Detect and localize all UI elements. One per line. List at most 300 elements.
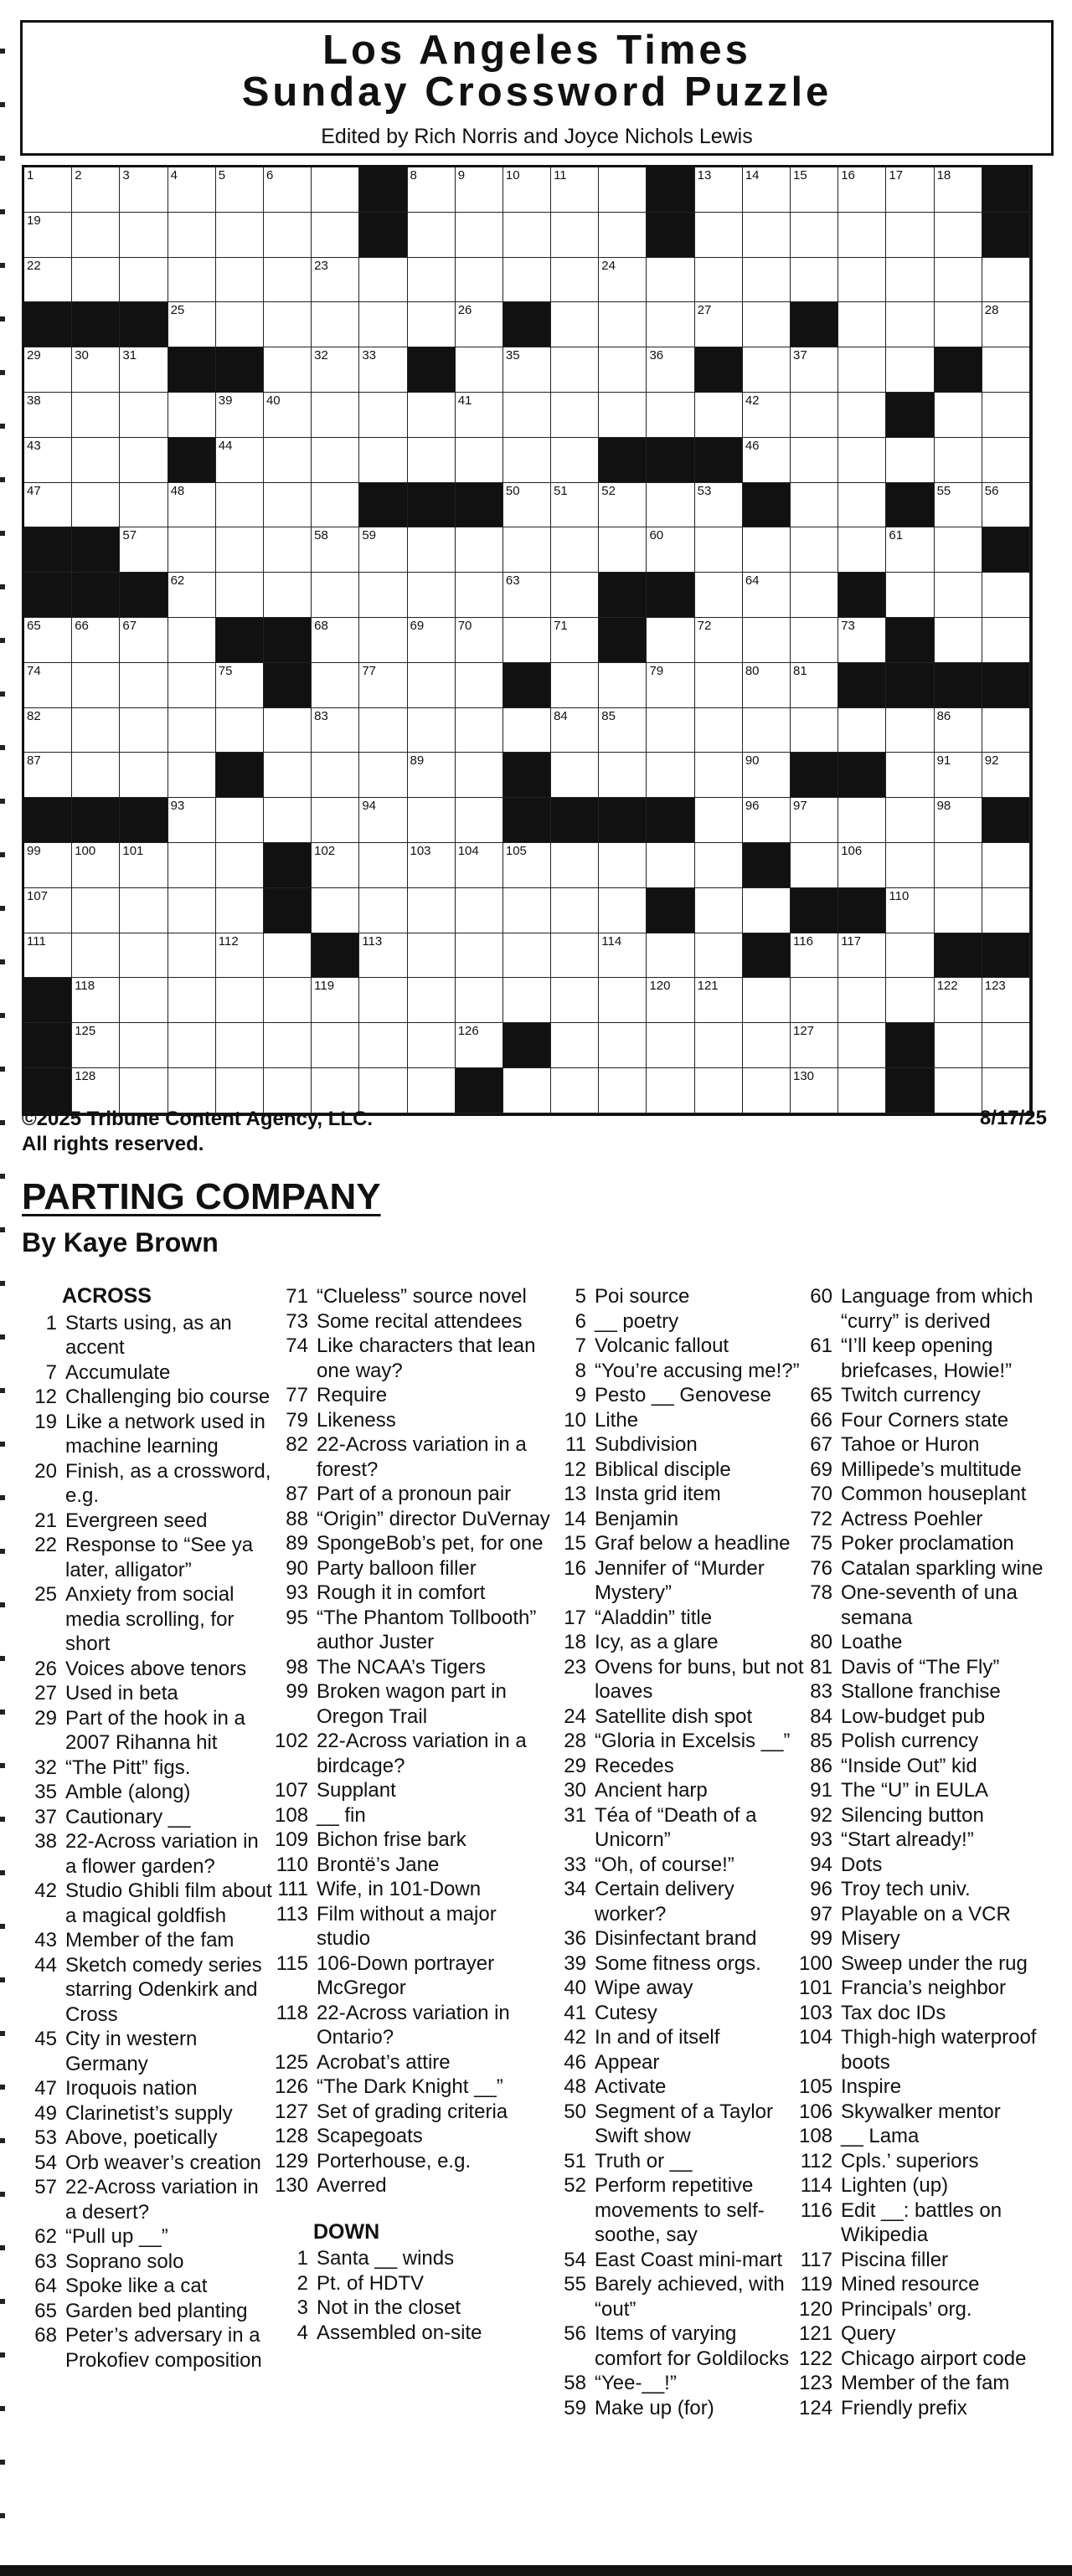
grid-cell[interactable] — [168, 213, 216, 258]
grid-cell[interactable] — [312, 258, 359, 303]
grid-cell[interactable] — [982, 258, 1030, 303]
grid-cell[interactable] — [982, 708, 1030, 753]
grid-cell[interactable] — [503, 347, 551, 393]
grid-cell[interactable] — [72, 213, 120, 258]
grid-cell[interactable] — [72, 708, 120, 753]
grid-cell[interactable] — [408, 393, 456, 438]
grid-cell[interactable] — [72, 888, 120, 933]
grid-cell[interactable] — [264, 573, 312, 618]
grid-cell[interactable] — [24, 438, 72, 483]
grid-cell[interactable] — [72, 438, 120, 483]
grid-cell[interactable] — [743, 302, 791, 347]
grid-cell[interactable] — [695, 483, 743, 528]
grid-cell[interactable] — [72, 663, 120, 708]
grid-cell[interactable] — [743, 527, 791, 573]
grid-cell[interactable] — [982, 888, 1030, 933]
grid-cell[interactable] — [695, 663, 743, 708]
grid-cell[interactable] — [935, 393, 982, 438]
grid-cell[interactable] — [359, 347, 407, 393]
grid-cell[interactable] — [599, 978, 647, 1023]
grid-cell[interactable] — [312, 438, 359, 483]
grid-cell[interactable] — [551, 347, 599, 393]
grid-cell[interactable] — [168, 618, 216, 663]
grid-cell[interactable] — [791, 258, 838, 303]
grid-cell[interactable] — [408, 843, 456, 888]
grid-cell[interactable] — [24, 213, 72, 258]
grid-cell[interactable] — [408, 933, 456, 979]
grid-cell[interactable] — [838, 978, 886, 1023]
grid-cell[interactable] — [838, 527, 886, 573]
grid-cell[interactable] — [743, 347, 791, 393]
grid-cell[interactable] — [359, 258, 407, 303]
grid-cell[interactable] — [312, 167, 359, 213]
grid-cell[interactable] — [503, 843, 551, 888]
grid-cell[interactable] — [456, 573, 503, 618]
grid-cell[interactable] — [264, 393, 312, 438]
grid-cell[interactable] — [838, 708, 886, 753]
grid-cell[interactable] — [312, 213, 359, 258]
grid-cell[interactable] — [359, 302, 407, 347]
grid-cell[interactable] — [791, 393, 838, 438]
grid-cell[interactable] — [312, 573, 359, 618]
grid-cell[interactable] — [456, 933, 503, 979]
grid-cell[interactable] — [216, 573, 264, 618]
grid-cell[interactable] — [216, 393, 264, 438]
grid-cell[interactable] — [168, 483, 216, 528]
grid-cell[interactable] — [456, 302, 503, 347]
grid-cell[interactable] — [312, 618, 359, 663]
grid-cell[interactable] — [599, 213, 647, 258]
grid-cell[interactable] — [695, 167, 743, 213]
grid-cell[interactable] — [599, 527, 647, 573]
grid-cell[interactable] — [408, 527, 456, 573]
grid-cell[interactable] — [72, 258, 120, 303]
grid-cell[interactable] — [695, 708, 743, 753]
grid-cell[interactable] — [24, 258, 72, 303]
grid-cell[interactable] — [695, 888, 743, 933]
grid-cell[interactable] — [886, 573, 934, 618]
grid-cell[interactable] — [743, 618, 791, 663]
grid-cell[interactable] — [743, 663, 791, 708]
grid-cell[interactable] — [359, 663, 407, 708]
grid-cell[interactable] — [838, 483, 886, 528]
grid-cell[interactable] — [168, 663, 216, 708]
grid-cell[interactable] — [456, 888, 503, 933]
grid-cell[interactable] — [359, 798, 407, 843]
grid-cell[interactable] — [551, 1068, 599, 1113]
grid-cell[interactable] — [456, 798, 503, 843]
grid-cell[interactable] — [503, 213, 551, 258]
grid-cell[interactable] — [599, 302, 647, 347]
grid-cell[interactable] — [408, 438, 456, 483]
grid-cell[interactable] — [120, 708, 168, 753]
grid-cell[interactable] — [886, 978, 934, 1023]
grid-cell[interactable] — [935, 708, 982, 753]
grid-cell[interactable] — [359, 708, 407, 753]
grid-cell[interactable] — [168, 708, 216, 753]
grid-cell[interactable] — [647, 1068, 694, 1113]
grid-cell[interactable] — [791, 798, 838, 843]
grid-cell[interactable] — [408, 798, 456, 843]
grid-cell[interactable] — [982, 1023, 1030, 1068]
grid-cell[interactable] — [216, 167, 264, 213]
grid-cell[interactable] — [743, 258, 791, 303]
grid-cell[interactable] — [551, 978, 599, 1023]
grid-cell[interactable] — [838, 1023, 886, 1068]
grid-cell[interactable] — [551, 527, 599, 573]
grid-cell[interactable] — [72, 618, 120, 663]
grid-cell[interactable] — [264, 438, 312, 483]
grid-cell[interactable] — [312, 663, 359, 708]
grid-cell[interactable] — [935, 798, 982, 843]
grid-cell[interactable] — [982, 438, 1030, 483]
grid-cell[interactable] — [599, 167, 647, 213]
grid-cell[interactable] — [168, 798, 216, 843]
grid-cell[interactable] — [72, 483, 120, 528]
grid-cell[interactable] — [838, 347, 886, 393]
grid-cell[interactable] — [216, 888, 264, 933]
grid-cell[interactable] — [503, 393, 551, 438]
grid-cell[interactable] — [408, 302, 456, 347]
grid-cell[interactable] — [599, 1068, 647, 1113]
grid-cell[interactable] — [647, 527, 694, 573]
grid-cell[interactable] — [982, 302, 1030, 347]
grid-cell[interactable] — [935, 213, 982, 258]
grid-cell[interactable] — [551, 393, 599, 438]
grid-cell[interactable] — [72, 753, 120, 798]
grid-cell[interactable] — [264, 933, 312, 979]
grid-cell[interactable] — [695, 573, 743, 618]
grid-cell[interactable] — [791, 527, 838, 573]
grid-cell[interactable] — [551, 618, 599, 663]
grid-cell[interactable] — [503, 258, 551, 303]
grid-cell[interactable] — [359, 618, 407, 663]
grid-cell[interactable] — [599, 393, 647, 438]
grid-cell[interactable] — [503, 527, 551, 573]
grid-cell[interactable] — [456, 258, 503, 303]
grid-cell[interactable] — [838, 167, 886, 213]
grid-cell[interactable] — [408, 753, 456, 798]
grid-cell[interactable] — [695, 933, 743, 979]
grid-cell[interactable] — [359, 978, 407, 1023]
grid-cell[interactable] — [599, 708, 647, 753]
grid-cell[interactable] — [982, 573, 1030, 618]
grid-cell[interactable] — [72, 978, 120, 1023]
grid-cell[interactable] — [599, 483, 647, 528]
grid-cell[interactable] — [791, 167, 838, 213]
grid-cell[interactable] — [982, 393, 1030, 438]
grid-cell[interactable] — [168, 573, 216, 618]
grid-cell[interactable] — [599, 753, 647, 798]
grid-cell[interactable] — [359, 393, 407, 438]
grid-cell[interactable] — [791, 573, 838, 618]
grid-cell[interactable] — [72, 167, 120, 213]
grid-cell[interactable] — [264, 213, 312, 258]
grid-cell[interactable] — [216, 843, 264, 888]
grid-cell[interactable] — [647, 1023, 694, 1068]
grid-cell[interactable] — [982, 618, 1030, 663]
grid-cell[interactable] — [503, 978, 551, 1023]
grid-cell[interactable] — [695, 978, 743, 1023]
grid-cell[interactable] — [695, 798, 743, 843]
grid-cell[interactable] — [456, 213, 503, 258]
grid-cell[interactable] — [24, 663, 72, 708]
grid-cell[interactable] — [886, 798, 934, 843]
grid-cell[interactable] — [408, 663, 456, 708]
grid-cell[interactable] — [120, 527, 168, 573]
grid-cell[interactable] — [695, 213, 743, 258]
grid-cell[interactable] — [886, 708, 934, 753]
grid-cell[interactable] — [24, 843, 72, 888]
grid-cell[interactable] — [408, 1068, 456, 1113]
grid-cell[interactable] — [791, 347, 838, 393]
grid-cell[interactable] — [24, 393, 72, 438]
grid-cell[interactable] — [935, 843, 982, 888]
grid-cell[interactable] — [695, 258, 743, 303]
grid-cell[interactable] — [838, 393, 886, 438]
grid-cell[interactable] — [264, 708, 312, 753]
grid-cell[interactable] — [120, 978, 168, 1023]
grid-cell[interactable] — [791, 438, 838, 483]
grid-cell[interactable] — [312, 527, 359, 573]
grid-cell[interactable] — [551, 753, 599, 798]
grid-cell[interactable] — [120, 438, 168, 483]
grid-cell[interactable] — [838, 258, 886, 303]
grid-cell[interactable] — [264, 347, 312, 393]
grid-cell[interactable] — [743, 1023, 791, 1068]
grid-cell[interactable] — [743, 708, 791, 753]
grid-cell[interactable] — [216, 483, 264, 528]
grid-cell[interactable] — [886, 438, 934, 483]
grid-cell[interactable] — [935, 1068, 982, 1113]
grid-cell[interactable] — [168, 843, 216, 888]
grid-cell[interactable] — [935, 302, 982, 347]
grid-cell[interactable] — [791, 213, 838, 258]
grid-cell[interactable] — [456, 753, 503, 798]
grid-cell[interactable] — [935, 258, 982, 303]
grid-cell[interactable] — [599, 347, 647, 393]
grid-cell[interactable] — [695, 618, 743, 663]
grid-cell[interactable] — [216, 708, 264, 753]
grid-cell[interactable] — [312, 753, 359, 798]
grid-cell[interactable] — [838, 843, 886, 888]
grid-cell[interactable] — [216, 978, 264, 1023]
grid-cell[interactable] — [24, 483, 72, 528]
grid-cell[interactable] — [743, 798, 791, 843]
grid-cell[interactable] — [647, 708, 694, 753]
grid-cell[interactable] — [312, 798, 359, 843]
grid-cell[interactable] — [72, 393, 120, 438]
grid-cell[interactable] — [551, 663, 599, 708]
grid-cell[interactable] — [695, 393, 743, 438]
grid-cell[interactable] — [503, 933, 551, 979]
grid-cell[interactable] — [599, 843, 647, 888]
grid-cell[interactable] — [599, 663, 647, 708]
grid-cell[interactable] — [216, 258, 264, 303]
grid-cell[interactable] — [24, 933, 72, 979]
grid-cell[interactable] — [791, 483, 838, 528]
grid-cell[interactable] — [791, 933, 838, 979]
grid-cell[interactable] — [743, 978, 791, 1023]
grid-cell[interactable] — [168, 933, 216, 979]
grid-cell[interactable] — [503, 483, 551, 528]
grid-cell[interactable] — [408, 167, 456, 213]
grid-cell[interactable] — [216, 1023, 264, 1068]
grid-cell[interactable] — [695, 843, 743, 888]
grid-cell[interactable] — [168, 258, 216, 303]
grid-cell[interactable] — [408, 258, 456, 303]
grid-cell[interactable] — [935, 527, 982, 573]
grid-cell[interactable] — [168, 167, 216, 213]
grid-cell[interactable] — [408, 888, 456, 933]
grid-cell[interactable] — [551, 708, 599, 753]
grid-cell[interactable] — [647, 843, 694, 888]
grid-cell[interactable] — [886, 888, 934, 933]
grid-cell[interactable] — [359, 933, 407, 979]
grid-cell[interactable] — [359, 753, 407, 798]
grid-cell[interactable] — [647, 347, 694, 393]
grid-cell[interactable] — [838, 933, 886, 979]
grid-cell[interactable] — [264, 798, 312, 843]
grid-cell[interactable] — [551, 438, 599, 483]
grid-cell[interactable] — [359, 1023, 407, 1068]
grid-cell[interactable] — [312, 708, 359, 753]
grid-cell[interactable] — [551, 573, 599, 618]
grid-cell[interactable] — [791, 618, 838, 663]
grid-cell[interactable] — [120, 1023, 168, 1068]
grid-cell[interactable] — [935, 978, 982, 1023]
grid-cell[interactable] — [695, 527, 743, 573]
grid-cell[interactable] — [120, 933, 168, 979]
grid-cell[interactable] — [120, 753, 168, 798]
grid-cell[interactable] — [982, 753, 1030, 798]
grid-cell[interactable] — [647, 933, 694, 979]
grid-cell[interactable] — [743, 573, 791, 618]
grid-cell[interactable] — [312, 978, 359, 1023]
grid-cell[interactable] — [456, 1023, 503, 1068]
grid-cell[interactable] — [695, 302, 743, 347]
grid-cell[interactable] — [24, 167, 72, 213]
grid-cell[interactable] — [359, 843, 407, 888]
grid-cell[interactable] — [838, 1068, 886, 1113]
grid-cell[interactable] — [120, 258, 168, 303]
grid-cell[interactable] — [216, 213, 264, 258]
grid-cell[interactable] — [456, 843, 503, 888]
grid-cell[interactable] — [695, 753, 743, 798]
grid-cell[interactable] — [982, 483, 1030, 528]
grid-cell[interactable] — [647, 618, 694, 663]
grid-cell[interactable] — [647, 663, 694, 708]
grid-cell[interactable] — [408, 978, 456, 1023]
grid-cell[interactable] — [120, 167, 168, 213]
grid-cell[interactable] — [456, 438, 503, 483]
grid-cell[interactable] — [551, 213, 599, 258]
grid-cell[interactable] — [216, 798, 264, 843]
grid-cell[interactable] — [408, 1023, 456, 1068]
grid-cell[interactable] — [935, 888, 982, 933]
grid-cell[interactable] — [312, 1023, 359, 1068]
grid-cell[interactable] — [359, 573, 407, 618]
grid-cell[interactable] — [791, 978, 838, 1023]
grid-cell[interactable] — [743, 213, 791, 258]
grid-cell[interactable] — [551, 167, 599, 213]
grid-cell[interactable] — [935, 438, 982, 483]
grid-cell[interactable] — [599, 258, 647, 303]
grid-cell[interactable] — [935, 167, 982, 213]
grid-cell[interactable] — [264, 753, 312, 798]
grid-cell[interactable] — [599, 1023, 647, 1068]
grid-cell[interactable] — [456, 347, 503, 393]
grid-cell[interactable] — [216, 527, 264, 573]
grid-cell[interactable] — [72, 843, 120, 888]
grid-cell[interactable] — [456, 708, 503, 753]
grid-cell[interactable] — [886, 347, 934, 393]
grid-cell[interactable] — [312, 888, 359, 933]
grid-cell[interactable] — [695, 1023, 743, 1068]
grid-cell[interactable] — [551, 843, 599, 888]
grid-cell[interactable] — [72, 933, 120, 979]
grid-cell[interactable] — [312, 843, 359, 888]
grid-cell[interactable] — [359, 527, 407, 573]
grid-cell[interactable] — [503, 618, 551, 663]
grid-cell[interactable] — [120, 393, 168, 438]
grid-cell[interactable] — [503, 1068, 551, 1113]
grid-cell[interactable] — [408, 618, 456, 663]
grid-cell[interactable] — [551, 483, 599, 528]
grid-cell[interactable] — [312, 302, 359, 347]
grid-cell[interactable] — [695, 1068, 743, 1113]
grid-cell[interactable] — [359, 438, 407, 483]
grid-cell[interactable] — [216, 933, 264, 979]
grid-cell[interactable] — [935, 1023, 982, 1068]
grid-cell[interactable] — [551, 1023, 599, 1068]
grid-cell[interactable] — [456, 167, 503, 213]
grid-cell[interactable] — [935, 618, 982, 663]
grid-cell[interactable] — [551, 933, 599, 979]
grid-cell[interactable] — [551, 888, 599, 933]
grid-cell[interactable] — [264, 302, 312, 347]
grid-cell[interactable] — [456, 393, 503, 438]
grid-cell[interactable] — [264, 527, 312, 573]
grid-cell[interactable] — [168, 888, 216, 933]
grid-cell[interactable] — [647, 753, 694, 798]
grid-cell[interactable] — [168, 302, 216, 347]
grid-cell[interactable] — [551, 302, 599, 347]
grid-cell[interactable] — [456, 618, 503, 663]
grid-cell[interactable] — [838, 213, 886, 258]
grid-cell[interactable] — [312, 347, 359, 393]
grid-cell[interactable] — [599, 888, 647, 933]
grid-cell[interactable] — [408, 573, 456, 618]
grid-cell[interactable] — [264, 1023, 312, 1068]
grid-cell[interactable] — [72, 347, 120, 393]
grid-cell[interactable] — [264, 167, 312, 213]
grid-cell[interactable] — [647, 483, 694, 528]
grid-cell[interactable] — [838, 618, 886, 663]
grid-cell[interactable] — [408, 708, 456, 753]
grid-cell[interactable] — [838, 302, 886, 347]
grid-cell[interactable] — [935, 483, 982, 528]
grid-cell[interactable] — [264, 483, 312, 528]
grid-cell[interactable] — [456, 978, 503, 1023]
grid-cell[interactable] — [838, 798, 886, 843]
grid-cell[interactable] — [359, 888, 407, 933]
grid-cell[interactable] — [935, 753, 982, 798]
grid-cell[interactable] — [312, 483, 359, 528]
grid-cell[interactable] — [168, 393, 216, 438]
grid-cell[interactable] — [264, 978, 312, 1023]
grid-cell[interactable] — [24, 888, 72, 933]
